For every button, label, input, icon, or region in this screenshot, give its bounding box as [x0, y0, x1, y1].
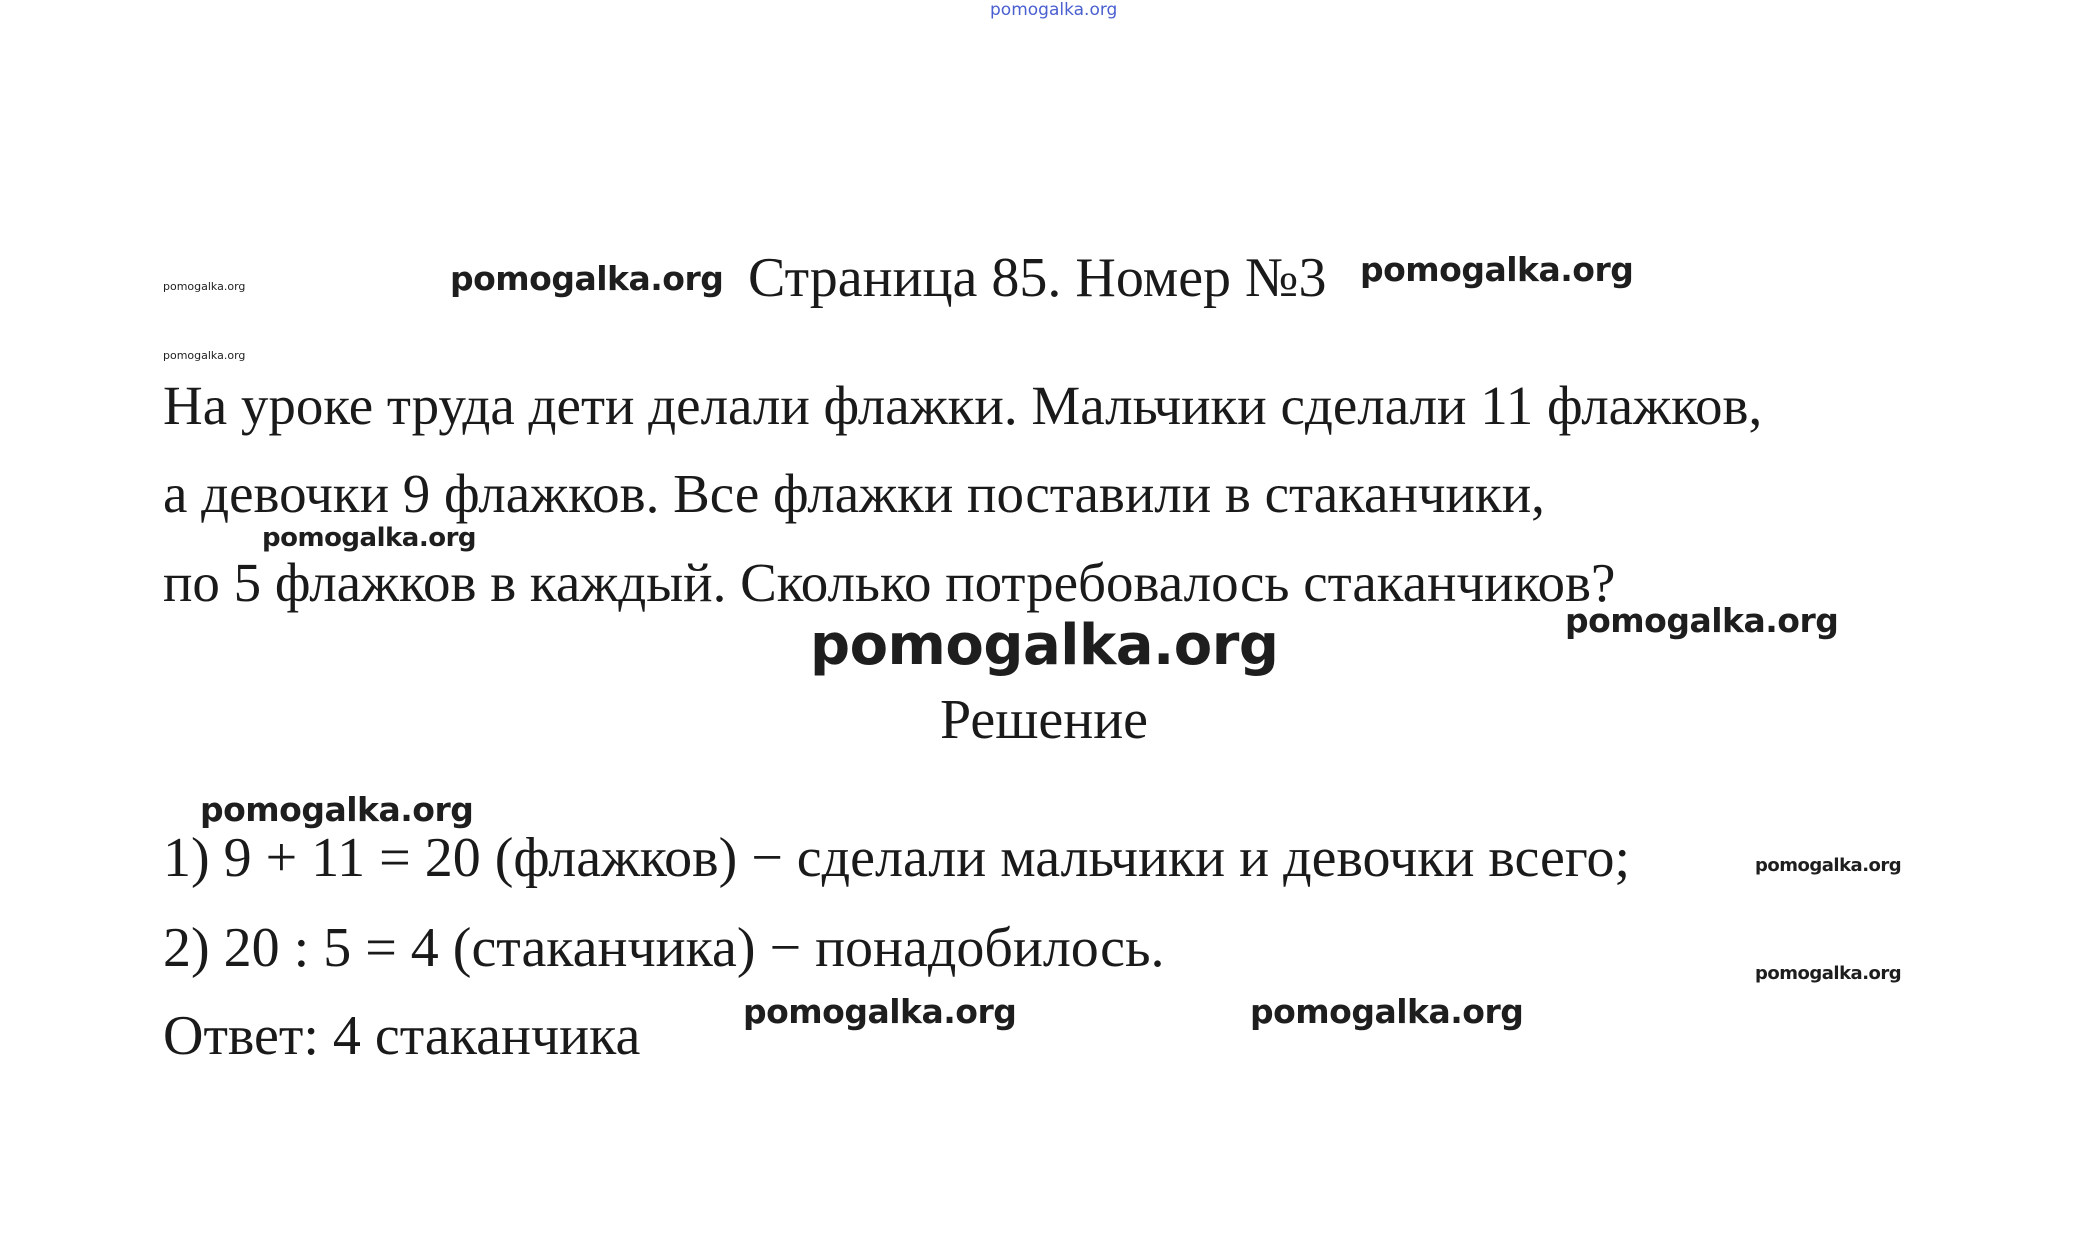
solution-heading: Решение [940, 689, 1149, 751]
watermark: pomogalka.org [450, 259, 724, 298]
problem-text-line: а девочки 9 флажков. Все флажки поставили в стаканчики, [163, 463, 1545, 524]
watermark: pomogalka.org [262, 523, 477, 553]
problem-text-line: На уроке труда дети делали флажки. Мальчики сделали 11 флажков, [163, 375, 1763, 436]
watermark: pomogalka.org [1755, 855, 1902, 876]
problem-text-line: по 5 флажков в каждый. Сколько потребовалось стаканчиков? [163, 552, 1616, 613]
watermark: pomogalka.org [1360, 250, 1634, 289]
watermark-top-link[interactable]: pomogalka.org [990, 0, 1118, 20]
watermark: pomogalka.org [163, 280, 246, 293]
solution-step: 1) 9 + 11 = 20 (флажков) − сделали мальчики и девочки всего; [163, 827, 1631, 889]
solution-step: 2) 20 : 5 = 4 (стаканчика) − понадобилось. [163, 917, 1165, 979]
watermark: pomogalka.org [810, 613, 1279, 678]
watermark: pomogalka.org [1755, 963, 1902, 984]
page-title: Страница 85. Номер №3 [748, 247, 1327, 309]
watermark: pomogalka.org [743, 992, 1017, 1031]
answer-text: Ответ: 4 стаканчика [163, 1005, 641, 1067]
watermark: pomogalka.org [1250, 992, 1524, 1031]
watermark: pomogalka.org [1565, 601, 1839, 640]
watermark: pomogalka.org [200, 790, 474, 829]
watermark: pomogalka.org [163, 349, 246, 362]
